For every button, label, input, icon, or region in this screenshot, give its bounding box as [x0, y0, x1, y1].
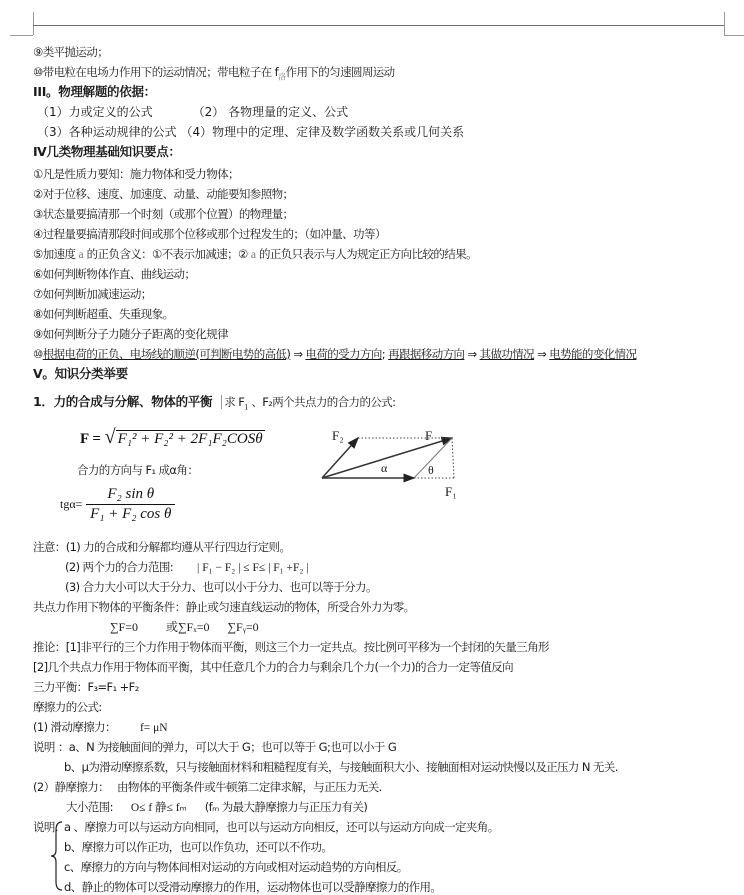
- text: ⑩: [33, 347, 43, 361]
- arrow: ⇒: [290, 347, 306, 361]
- text: ⑤加速度: [33, 247, 79, 261]
- curly-brace-icon: [50, 820, 64, 892]
- label-f1: F₁: [445, 484, 457, 499]
- label-alpha: α: [381, 461, 388, 475]
- arrow: ⇒: [534, 347, 550, 361]
- notes-label: 说明:: [33, 820, 59, 834]
- header-rule: [33, 25, 724, 26]
- formula-rhs: F₁² + F₂² + 2F₁F₂COSθ: [117, 431, 263, 447]
- page-corner-mark-right-horizontal: [724, 35, 744, 36]
- text: (1) 滑动摩擦力：: [33, 720, 116, 734]
- heading-basis: III。物理解题的依据：: [33, 84, 156, 99]
- text: (fₘ 为最大静摩擦力与正压力有关): [204, 800, 368, 814]
- knowledge-item-10: [33, 346, 636, 362]
- note-1: 注意：(1) 力的合成和分解都均遵从平行四边行定则。: [33, 540, 291, 554]
- text: (2）静摩擦力：: [33, 780, 110, 794]
- text: 或∑Fₓ=0: [166, 620, 210, 634]
- subscript: 1: [244, 402, 249, 412]
- sliding-friction: [33, 719, 168, 736]
- label-f2: F₂: [332, 428, 344, 443]
- explanation-b: b、μ为滑动摩擦系数，只与接触面材料和粗糙程度有关，与接触面积大小、接触面相对运动快慢以及正压力 N 无关.: [64, 760, 618, 774]
- text: 电势能的变化情况: [549, 347, 637, 361]
- three-force-balance: 三力平衡：F₃=F₁ +F₂: [33, 680, 139, 694]
- range-expression: | F₁ − F₂ | ≤ F≤ | F₁ +F₂ |: [197, 562, 309, 574]
- basis-line-2: （3）各种运动规律的公式 （4）物理中的定理、定律及数学函数关系或几何关系: [37, 125, 465, 139]
- direction-text: 合力的方向与 F₁ 成α角：: [77, 463, 199, 477]
- basis-line-1: [37, 104, 348, 120]
- list-item-10: [33, 64, 395, 85]
- equilibrium-condition: 共点力作用下物体的平衡条件：静止或匀速直线运动的物体，所受合外力为零。: [33, 600, 415, 614]
- note-3: (3) 合力大小可以大于分力、也可以小于分力、也可以等于分力。: [65, 580, 377, 594]
- label-theta: θ: [428, 463, 434, 477]
- text: ⑩带电粒在电场力作用下的运动情况；带电粒子在 f: [33, 65, 279, 79]
- text: 再跟据移动方向: [388, 347, 465, 361]
- text: 电荷的受力方向: [305, 347, 382, 361]
- note-2: [65, 559, 309, 576]
- knowledge-item-8: ⑧如何判断超重、失重现象。: [33, 307, 174, 321]
- knowledge-item-2: ②对于位移、速度、加速度、动量、动能要知参照物；: [33, 187, 294, 201]
- sum-equations: [110, 619, 259, 635]
- knowledge-item-1: ①凡是性质力要知：施力物体和受力物体；: [33, 167, 239, 181]
- text: ∑Fᵧ=0: [227, 620, 259, 634]
- formula: f= μN: [139, 722, 168, 734]
- heading-classification: V。知识分类举要: [33, 366, 128, 381]
- knowledge-item-6: ⑥如何判断物体作直、曲线运动；: [33, 267, 196, 281]
- list-item-9: ⑨类平抛运动；: [33, 45, 109, 59]
- range-value: O≤ f 静≤ fₘ: [130, 802, 187, 814]
- resultant-formula: [80, 426, 265, 449]
- label-f: F: [425, 428, 433, 443]
- fraction: [86, 486, 175, 523]
- numerator: F₂ sin θ: [86, 486, 175, 505]
- inference-1: 推论：[1]非平行的三个力作用于物体而平衡，则这三个力一定共点。按比例可平移为一个封闭的矢量三角形: [33, 640, 549, 654]
- knowledge-item-5: [33, 246, 477, 263]
- friction-note-b: b、摩擦力可以作正功，也可以作负功，还可以不作功。: [64, 840, 333, 854]
- basis-2: （2） 各物理量的定义、公式: [192, 105, 349, 119]
- tan-formula: [60, 486, 175, 523]
- static-range: [66, 799, 367, 816]
- var-a: a: [78, 249, 84, 261]
- friction-note-d: d、静止的物体可以受滑动摩擦力的作用，运动物体也可以受静摩擦力的作用。: [64, 880, 442, 894]
- tan-lhs: tgα=: [60, 497, 83, 511]
- text: 根据电荷的正负、电场线的顺逆(可判断电势的高低): [42, 347, 291, 361]
- text: 求 F: [221, 395, 244, 409]
- friction-note-c: c、摩擦力的方向与物体间相对运动的方向或相对运动趋势的方向相反。: [64, 860, 408, 874]
- text: (2) 两个力的合力范围:: [65, 560, 174, 574]
- knowledge-item-7: ⑦如何判断加减速运动；: [33, 287, 152, 301]
- text: 大小范围:: [66, 800, 113, 814]
- text: 的正负含义：①不表示加减速；②: [83, 247, 251, 261]
- subscript: 洛: [278, 72, 286, 82]
- text: 、F₂两个共点力的合力的公式:: [248, 395, 396, 409]
- heading-basics: Ⅳ几类物理基础知识要点：: [33, 144, 181, 159]
- page-corner-mark-right-vertical: [724, 12, 725, 35]
- text: 的正负只表示与人为规定正方向比较的结果。: [255, 247, 477, 261]
- sqrt-icon: √: [104, 426, 116, 448]
- knowledge-item-9: ⑨如何判断分子力随分子距离的变化规律: [33, 327, 229, 341]
- formula-lhs: F =: [80, 431, 101, 447]
- denominator: F₁ + F₂ cos θ: [90, 506, 172, 522]
- text: 其做功情况: [479, 347, 535, 361]
- static-friction: [33, 779, 382, 795]
- friction-note-a: a 、摩擦力可以与运动方向相同，也可以与运动方向相反，还可以与运动方向成一定夹角。: [64, 820, 499, 834]
- inference-2: [2]几个共点力作用于物体而平衡，其中任意几个力的合力与剩余几个力(一个力)的合力一定等值反向: [33, 660, 514, 674]
- text: ∑F=0: [110, 620, 138, 634]
- knowledge-item-3: ③状态量要搞清那一个时刻（或那个位置）的物理量；: [33, 207, 294, 221]
- knowledge-item-4: ④过程量要搞清那段时间或那个位移或那个过程发生的；（如冲量、功等）: [33, 227, 386, 241]
- friction-title: 摩擦力的公式:: [33, 700, 102, 714]
- arrow: ⇒: [464, 347, 480, 361]
- text: ;: [381, 347, 389, 361]
- section-1-title-line: [33, 394, 395, 415]
- page-corner-mark-left-horizontal: [10, 35, 33, 36]
- text: 作用下的匀速圆周运动: [285, 65, 395, 79]
- explanation-a: 说明 ：a、N 为接触面间的弹力，可以大于 G；也可以等于 G;也可以小于 G: [33, 740, 397, 754]
- basis-1: （1）力或定义的公式: [37, 105, 153, 119]
- page-corner-mark-left-vertical: [33, 12, 34, 35]
- section-title: 1．力的合成与分解、物体的平衡: [33, 394, 213, 409]
- var-a: a: [250, 249, 256, 261]
- text: 由物体的平衡条件或牛顿第二定律求解，与正压力无关.: [117, 780, 382, 794]
